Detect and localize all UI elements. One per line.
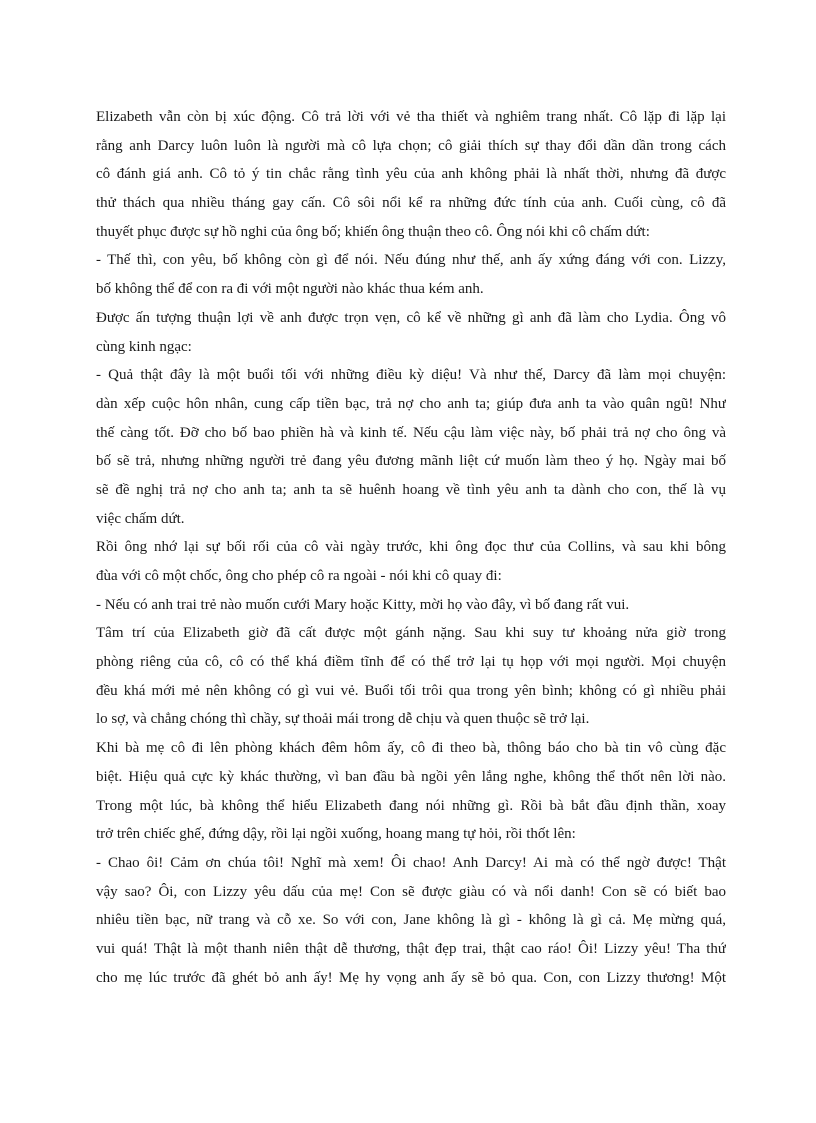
text-line: biệt. Hiệu quả cực kỳ khác thường, vì ban đầu bà ngồi yên lắng nghe, không thể thốt nên lời nào.	[96, 768, 726, 785]
text-line: cùng kinh ngạc:	[96, 338, 192, 355]
text-line: Khi bà mẹ cô đi lên phòng khách đêm hôm ấy, cô đi theo bà, thông báo cho bà tin vô cùng đặc	[96, 740, 726, 757]
text-line: - Nếu có anh trai trẻ nào muốn cưới Mary hoặc Kitty, mời họ vào đây, vì bố đang rất vui.	[96, 596, 630, 613]
text-line: vui quá! Thật là một thanh niên thật dễ thương, thật đẹp trai, thật cao ráo! Ôi! Lizzy yêu! Tha thứ	[96, 940, 726, 957]
text-line: cho mẹ lúc trước đã ghét bỏ anh ấy! Mẹ hy vọng anh ấy sẽ bỏ qua. Con, con Lizzy thương! Một	[96, 969, 726, 986]
text-line: bố không thể để con ra đi với một người nào khác thua kém anh.	[96, 281, 484, 298]
text-line: sẽ đề nghị trả nợ cho anh ta; anh ta sẽ huênh hoang về tình yêu anh ta dành cho con, thế là vụ	[96, 481, 726, 498]
text-line: Rồi ông nhớ lại sự bối rối của cô vài ngày trước, khi ông đọc thư của Collins, và sau khi bông	[96, 539, 726, 556]
text-line: Elizabeth vẫn còn bị xúc động. Cô trả lời với vẻ tha thiết và nghiêm trang nhất. Cô lặp đi lặp lại	[96, 109, 726, 125]
text-line: bố sẽ trả, nhưng những người trẻ đang yêu đương mãnh liệt cứ muốn làm theo ý họ. Ngày mai bố	[96, 453, 726, 470]
text-line: Trong một lúc, bà không thể hiểu Elizabeth đang nói những gì. Rồi bà bắt đầu định thần, xoay	[96, 797, 726, 814]
text-line: - Thế thì, con yêu, bố không còn gì để nói. Nếu đúng như thế, anh ấy xứng đáng với con. Lizzy,	[96, 252, 726, 269]
text-line: - Quả thật đây là một buổi tối với những điều kỳ diệu! Và như thế, Darcy đã làm mọi chuyện:	[96, 367, 726, 384]
text-line: đùa với cô một chốc, ông cho phép cô ra ngoài - nói khi cô quay đi:	[96, 568, 502, 584]
text-line: việc chấm dứt.	[96, 510, 185, 527]
text-line: - Chao ôi! Cảm ơn chúa tôi! Nghĩ mà xem! Ôi chao! Anh Darcy! Ai mà có thể ngờ được! Thật	[96, 854, 726, 871]
body-text	[96, 103, 726, 992]
text-line: thử thách qua nhiều tháng gay cấn. Cô sôi nổi kể ra những đức tính của anh. Cuối cùng, cô đã	[96, 195, 726, 212]
text-line: thuyết phục được sự hồ nghi của ông bố; khiến ông thuận theo cô. Ông nói khi cô chấm dứt:	[96, 223, 650, 240]
text-line: vậy sao? Ôi, con Lizzy yêu dấu của mẹ! Con sẽ được giàu có và nổi danh! Con sẽ có biết bao	[96, 883, 726, 900]
text-line: rằng anh Darcy luôn luôn là người mà cô lựa chọn; cô giải thích sự thay đổi dần dần trong cách	[96, 137, 726, 154]
text-line: lo sợ, và chẳng chóng thì chầy, sự thoải mái trong dễ chịu và quen thuộc sẽ trở lại.	[96, 711, 590, 728]
text-line: đều khá mới mẻ nên không có gì vui vẻ. Buổi tối trôi qua trong yên bình; không có gì nhiều phải	[96, 682, 726, 699]
text-line: phòng riêng của cô, cô có thể khá điềm tĩnh để có thể trở lại tụ họp với mọi người. Mọi chuyện	[96, 654, 726, 671]
text-line: cô đánh giá anh. Cô tỏ ý tin chắc rằng tình yêu của anh không phải là nhất thời, nhưng đã được	[96, 166, 726, 183]
text-line: thế càng tốt. Đỡ cho bố bao phiền hà và kinh tế. Nếu cậu làm việc này, bố phải trả nợ cho ông và	[96, 424, 726, 441]
text-line: Được ấn tượng thuận lợi về anh được trọn vẹn, cô kể về những gì anh đã làm cho Lydia. Ông vô	[96, 309, 726, 326]
text-line: dàn xếp cuộc hôn nhân, cung cấp tiền bạc, trả nợ cho anh ta; giúp đưa anh ta vào quân ngũ! Như	[96, 395, 726, 412]
text-line: Tâm trí của Elizabeth giờ đã cất được một gánh nặng. Sau khi suy tư khoảng nửa giờ trong	[96, 625, 726, 642]
text-line: nhiêu tiền bạc, nữ trang và cỗ xe. So với con, Jane không là gì - không là gì cả. Mẹ mừng quá,	[96, 912, 726, 929]
text-line: trở trên chiếc ghế, đứng dậy, rồi lại ngồi xuống, hoang mang tự hỏi, rồi thốt lên:	[96, 826, 576, 843]
